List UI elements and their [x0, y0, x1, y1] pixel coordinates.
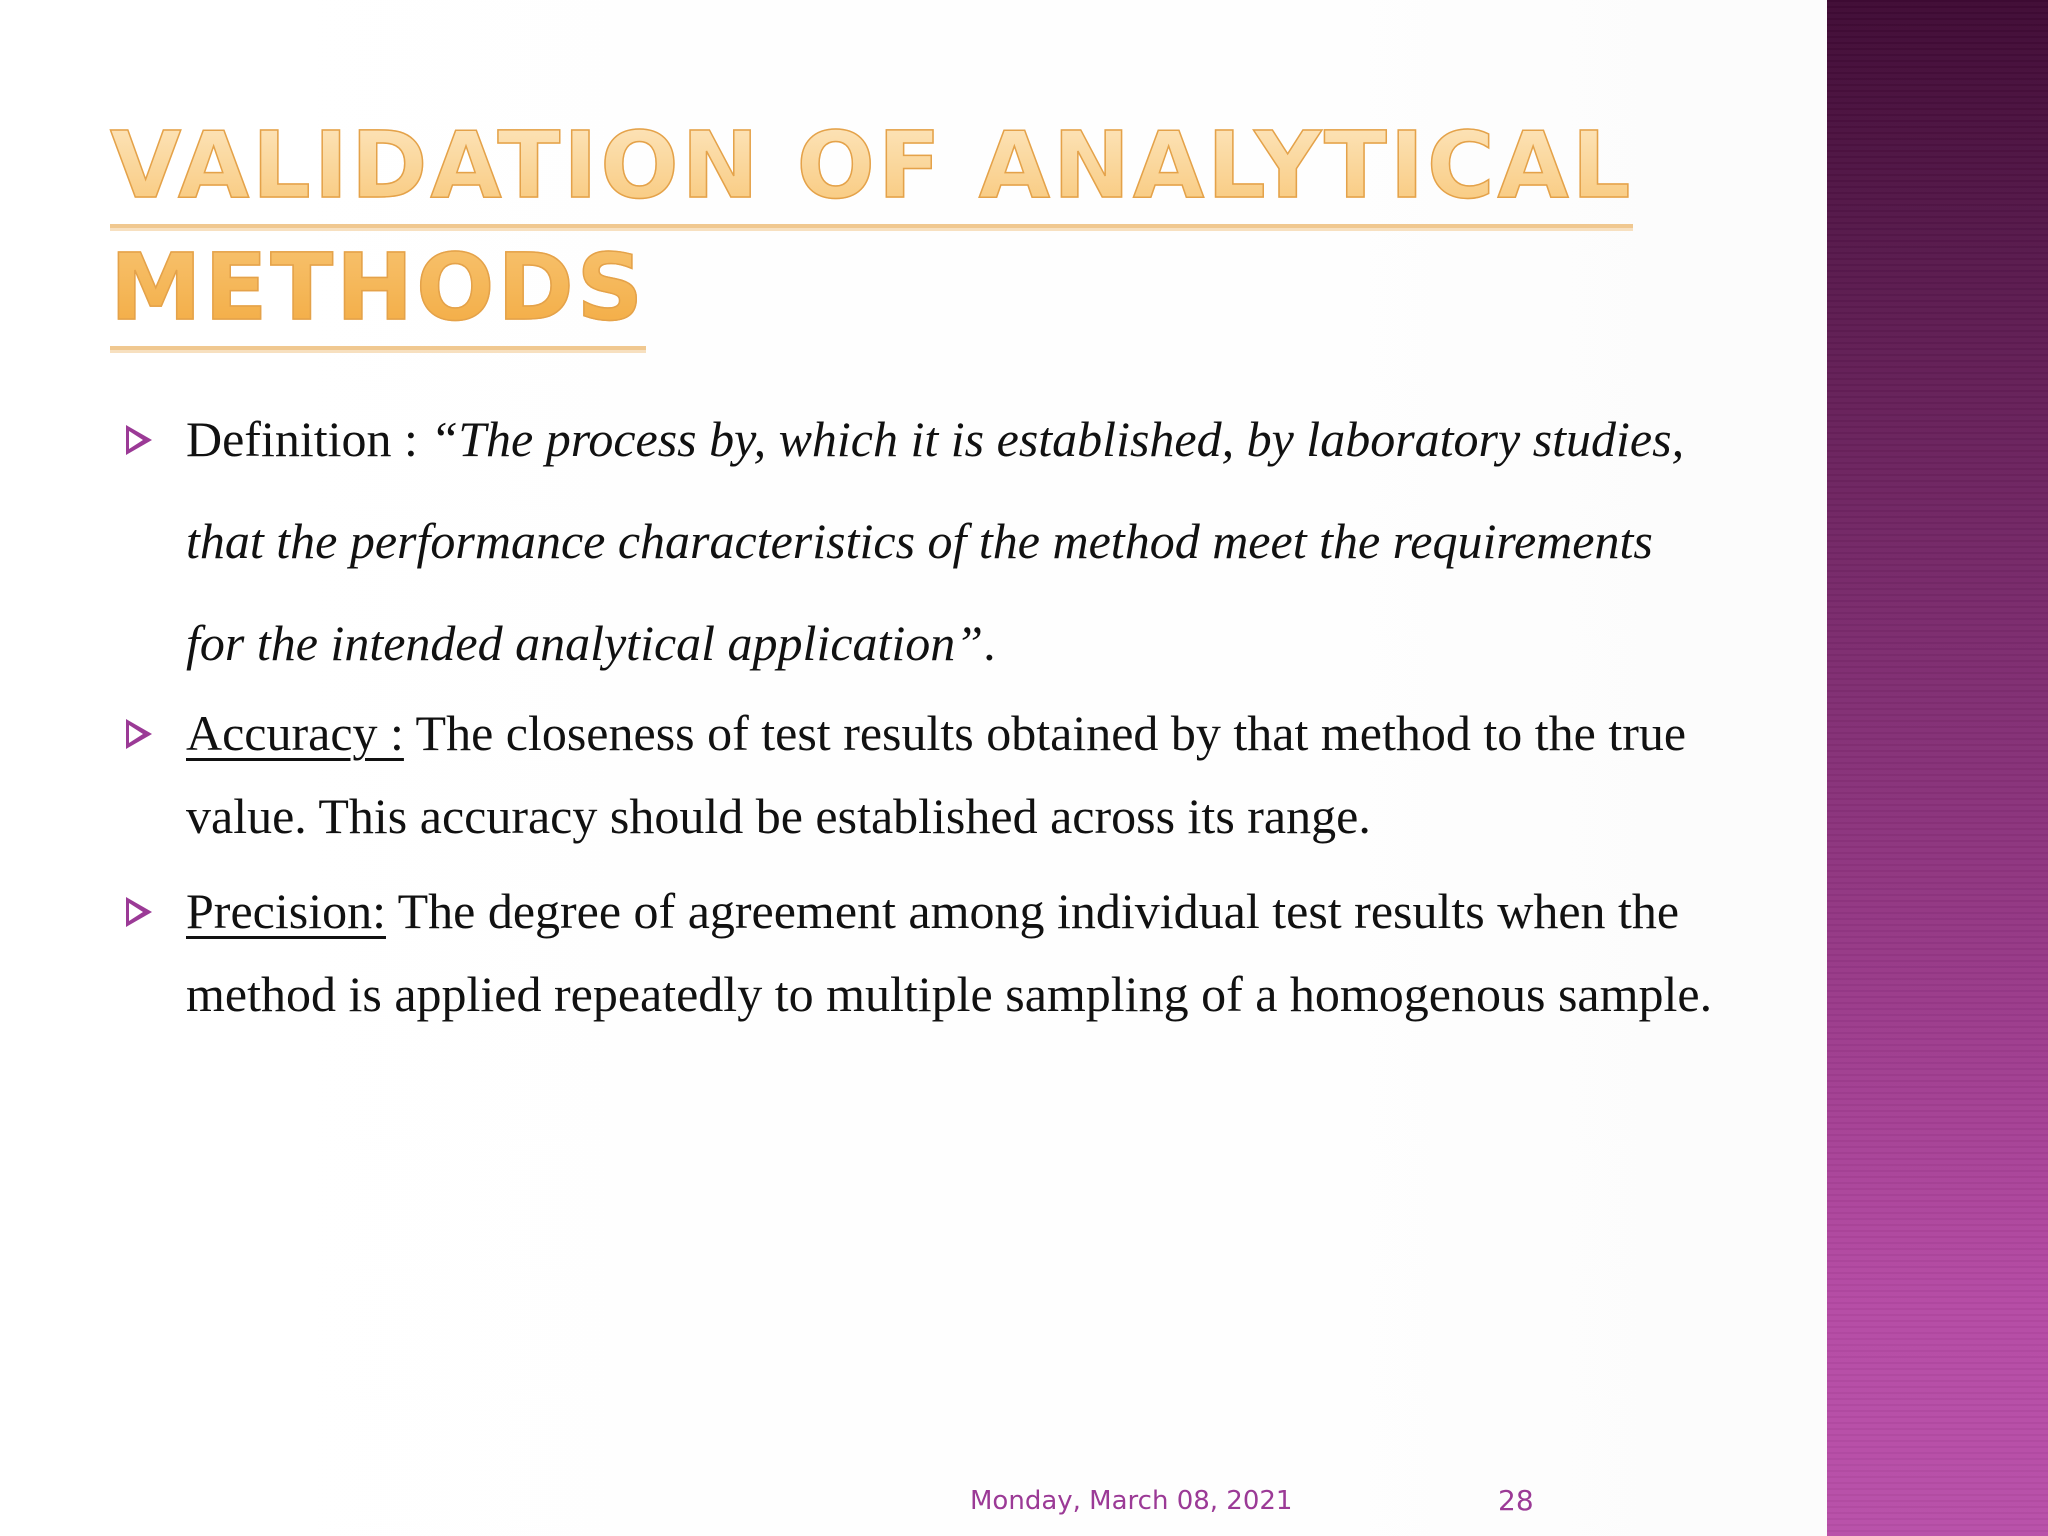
precision-term: Precision: [186, 883, 386, 939]
accuracy-text: The closeness of test results obtained by that method to the true value. This accuracy should be established across its range. [186, 705, 1687, 844]
precision-text: The degree of agreement among individual test results when the method is applied repeatedly to multiple sampling of a homogenous sample. [186, 883, 1713, 1022]
side-decorative-band [1827, 0, 2048, 1536]
bullet-list [120, 388, 1720, 1036]
bullet-accuracy [120, 692, 1720, 858]
slide-title [110, 108, 1670, 352]
bullet-definition [120, 388, 1720, 694]
definition-text: “The process by, which it is established, by laboratory studies, that the performance characteristics of the method meet the requirements for the intended analytical application” [186, 411, 1685, 671]
right-arrow-bullet-icon [126, 719, 152, 749]
right-arrow-bullet-icon [126, 897, 152, 927]
right-arrow-bullet-icon [126, 425, 152, 455]
definition-term: Definition : [186, 411, 418, 467]
definition-suffix: . [983, 615, 996, 671]
footer-date: Monday, March 08, 2021 [970, 1486, 1293, 1516]
page-number: 28 [1498, 1484, 1534, 1517]
bullet-precision [120, 870, 1720, 1036]
accuracy-term: Accuracy : [186, 705, 404, 761]
title-line-1: VALIDATION OF ANALYTICAL [110, 108, 1633, 228]
title-line-2: METHODS [110, 230, 646, 350]
